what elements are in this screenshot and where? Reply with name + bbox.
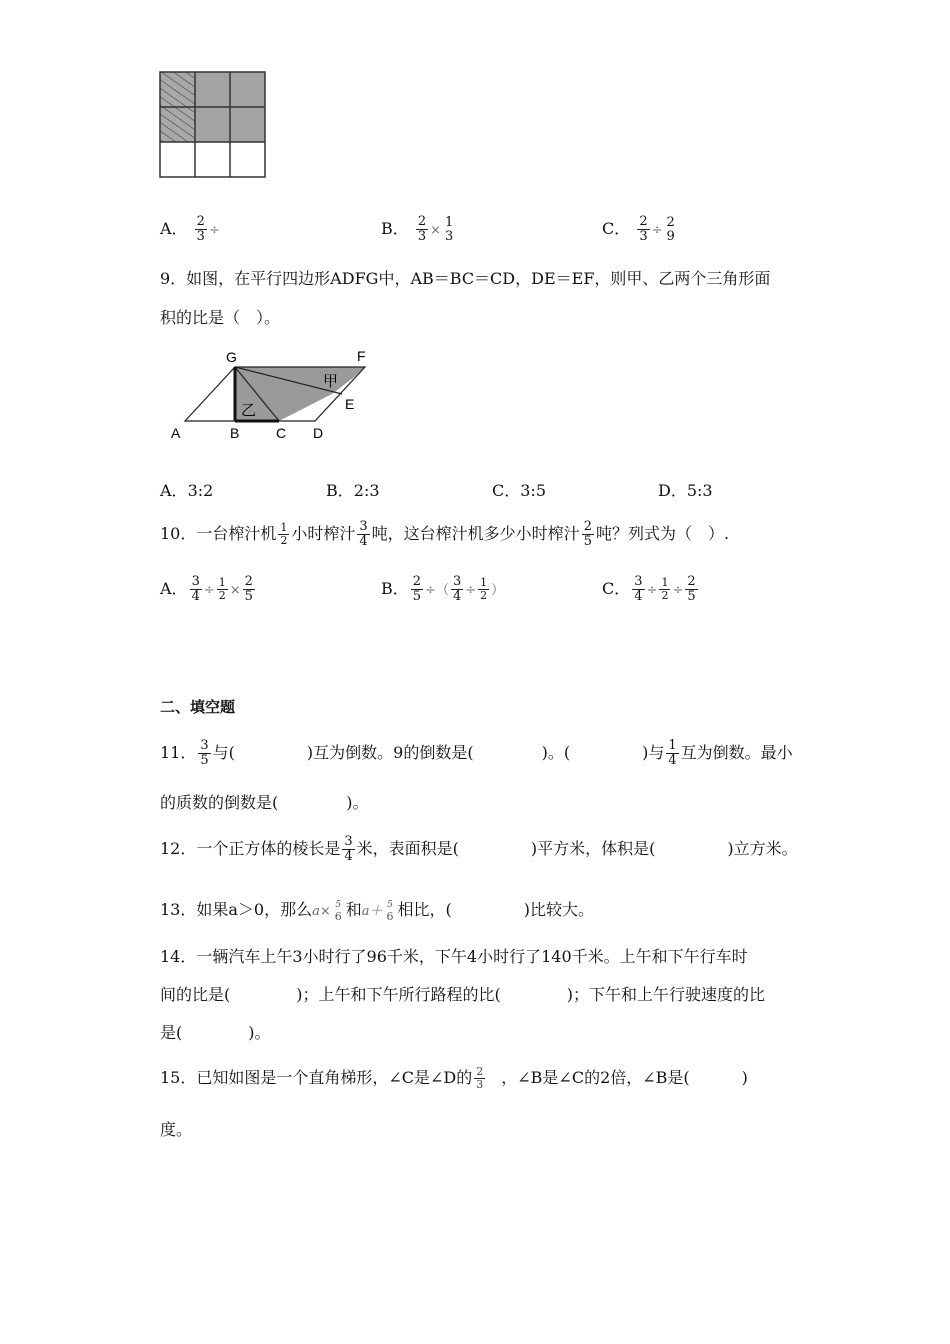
label-b: B bbox=[230, 425, 240, 441]
option-label: B． bbox=[381, 219, 409, 238]
q10-option-b[interactable]: B． $\frac{2}{5}$ ÷（ $\frac{3}{4}$ ÷ $\frac{1}{2}$ ） bbox=[381, 574, 505, 604]
clipped-denominator: 3 bbox=[445, 228, 454, 244]
q14-line3: 是( )。 bbox=[160, 1023, 271, 1042]
label-jia: 甲 bbox=[323, 373, 339, 390]
label-c: C bbox=[276, 425, 287, 441]
clipped-numerator: 2 bbox=[666, 214, 675, 230]
option-label: A． bbox=[160, 219, 188, 238]
q10-option-c[interactable]: C． $\frac{3}{4}$ ÷ $\frac{1}{2}$ ÷ $\frac{2}{5}$ bbox=[602, 574, 696, 604]
q9-parallelogram-figure bbox=[165, 345, 380, 445]
label-f: F bbox=[357, 348, 366, 364]
q9-text-line2: 积的比是（ ）。 bbox=[160, 308, 281, 327]
fraction: $\frac{2}{3}$ bbox=[417, 214, 427, 244]
q9-option-d[interactable]: D．5:3 bbox=[658, 481, 713, 500]
operator: ÷ bbox=[208, 223, 220, 238]
q11-line1: 11． $\frac{3}{5}$ 与( )互为倒数。9的倒数是( )。( )与 $\frac{1}{4}$ 互为倒数。最小 bbox=[160, 738, 793, 768]
q14-line2: 间的比是( )；上午和下午所行路程的比( )；下午和上午行驶速度的比 bbox=[160, 985, 765, 1004]
q8-option-c[interactable] bbox=[602, 214, 675, 244]
section-title: 二、填空题 bbox=[160, 698, 236, 716]
label-d: D bbox=[313, 425, 324, 441]
option-label: C． bbox=[602, 219, 631, 238]
q8-option-b[interactable] bbox=[381, 214, 454, 244]
label-a: A bbox=[171, 425, 181, 441]
q15-line2: 度。 bbox=[160, 1120, 193, 1139]
q8-grid-figure bbox=[158, 70, 270, 182]
operator: × bbox=[430, 223, 442, 238]
q11-line2: 的质数的倒数是( )。 bbox=[160, 793, 369, 812]
q15-line1: 15．已知如图是一个直角梯形，∠C是∠D的 $\frac{2}{3}$ ，∠B是∠C的2倍，∠B是( ) bbox=[160, 1065, 748, 1091]
label-yi: 乙 bbox=[241, 402, 257, 419]
hatched-cell bbox=[160, 72, 195, 107]
q9-option-a[interactable]: A．3:2 bbox=[160, 481, 214, 500]
label-e: E bbox=[345, 396, 355, 412]
q14-line1: 14．一辆汽车上午3小时行了96千米，下午4小时行了140千米。上午和下午行车时 bbox=[160, 947, 748, 966]
q10-option-a[interactable]: A． $\frac{3}{4}$ ÷ $\frac{1}{2}$ × $\frac{2}{5}$ bbox=[160, 574, 253, 604]
q13-text: 13．如果a＞0，那么a× 5 6 和a＋ 5 6 相比，( )比较大。 bbox=[160, 899, 595, 923]
label-g: G bbox=[226, 349, 237, 365]
q12-text: 12．一个正方体的棱长是 $\frac{3}{4}$ 米，表面积是( )平方米，体积是( )立方米。 bbox=[160, 834, 798, 864]
q8-option-a[interactable] bbox=[160, 215, 220, 244]
clipped-denominator: 9 bbox=[666, 228, 675, 244]
fraction: $\frac{2}{3}$ bbox=[639, 214, 648, 244]
hatched-cell bbox=[160, 107, 195, 142]
fraction: $\frac{2}{3}$ bbox=[196, 214, 205, 244]
q9-option-b[interactable]: B．2:3 bbox=[326, 481, 380, 500]
clipped-numerator: 1 bbox=[445, 214, 454, 230]
q10-text: 10．一台榨汁机 $\frac{1}{2}$ 小时榨汁 $\frac{3}{4}$ 吨，这台榨汁机多少小时榨汁 $\frac{2}{5}$ 吨？列式为（ ）. bbox=[160, 519, 730, 549]
operator: ÷ bbox=[651, 223, 663, 238]
q9-text-line1: 9．如图，在平行四边形ADFG中，AB＝BC＝CD，DE＝EF，则甲、乙两个三角形面 bbox=[160, 269, 771, 288]
q9-option-c[interactable]: C．3:5 bbox=[492, 481, 546, 500]
